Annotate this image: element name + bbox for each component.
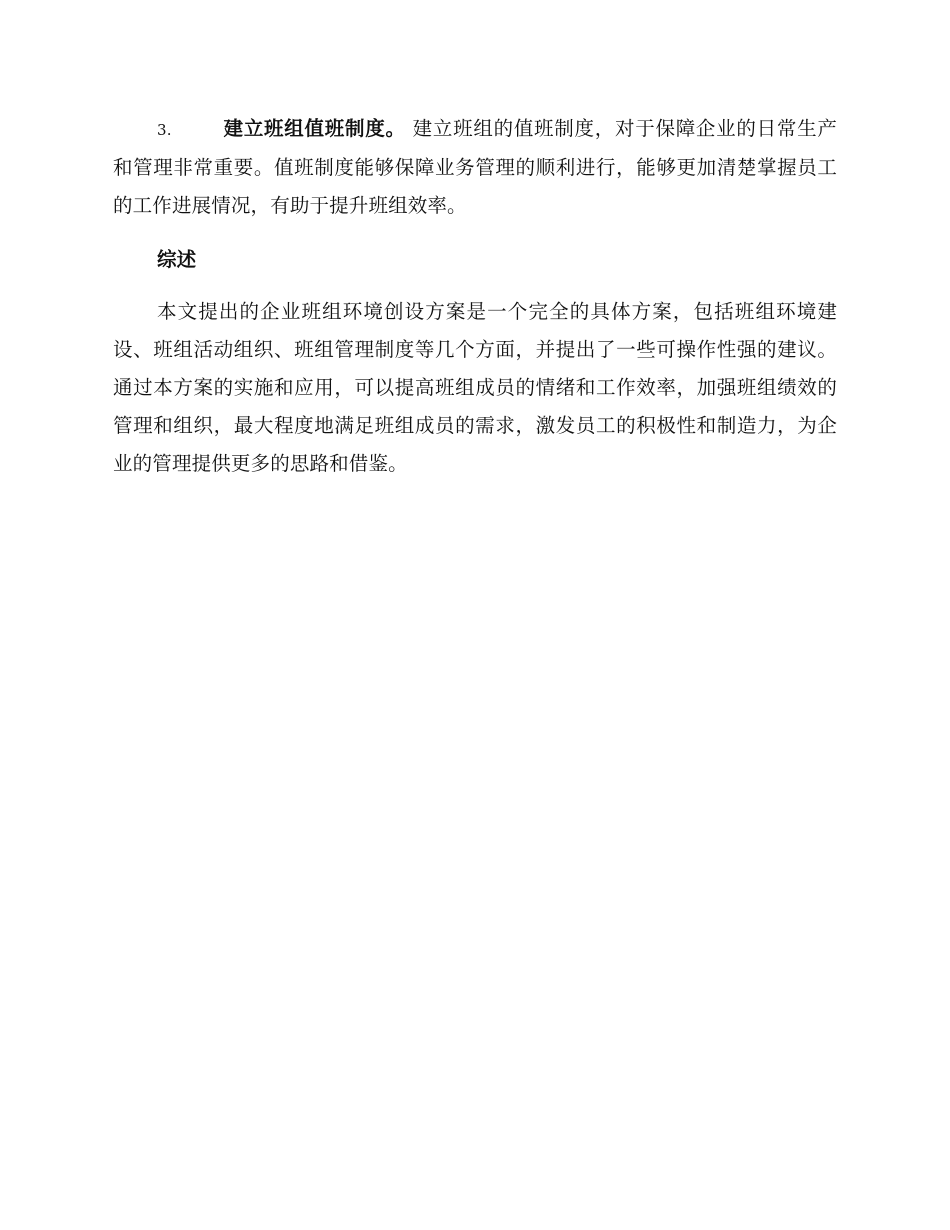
item-number: 3. bbox=[157, 121, 172, 139]
summary-heading: 综述 bbox=[157, 248, 197, 271]
summary-paragraph: 本文提出的企业班组环境创设方案是一个完全的具体方案，包括班组环境建设、班组活动组织、班组管理制度等几个方面，并提出了一些可操作性强的建议。通过本方案的实施和应用，可以提高班组成员的情绪和工作效率，加强班组绩效的管理和组织，最大程度地满足班组成员的需求，激发员工的积极性和制造力，为企业的管理提供更多的思路和借鉴。 bbox=[113, 300, 837, 475]
item-body: 建立班组的值班制度，对于保障企业的日常生产和管理非常重要。值班制度能够保障业务管理的顺利进行，能够更加清楚掌握员工的工作进展情况，有助于提升班组效率。 bbox=[113, 117, 837, 217]
item-title: 建立班组值班制度。 bbox=[223, 117, 406, 140]
document-content bbox=[113, 110, 837, 483]
numbered-paragraph-3 bbox=[113, 110, 837, 225]
